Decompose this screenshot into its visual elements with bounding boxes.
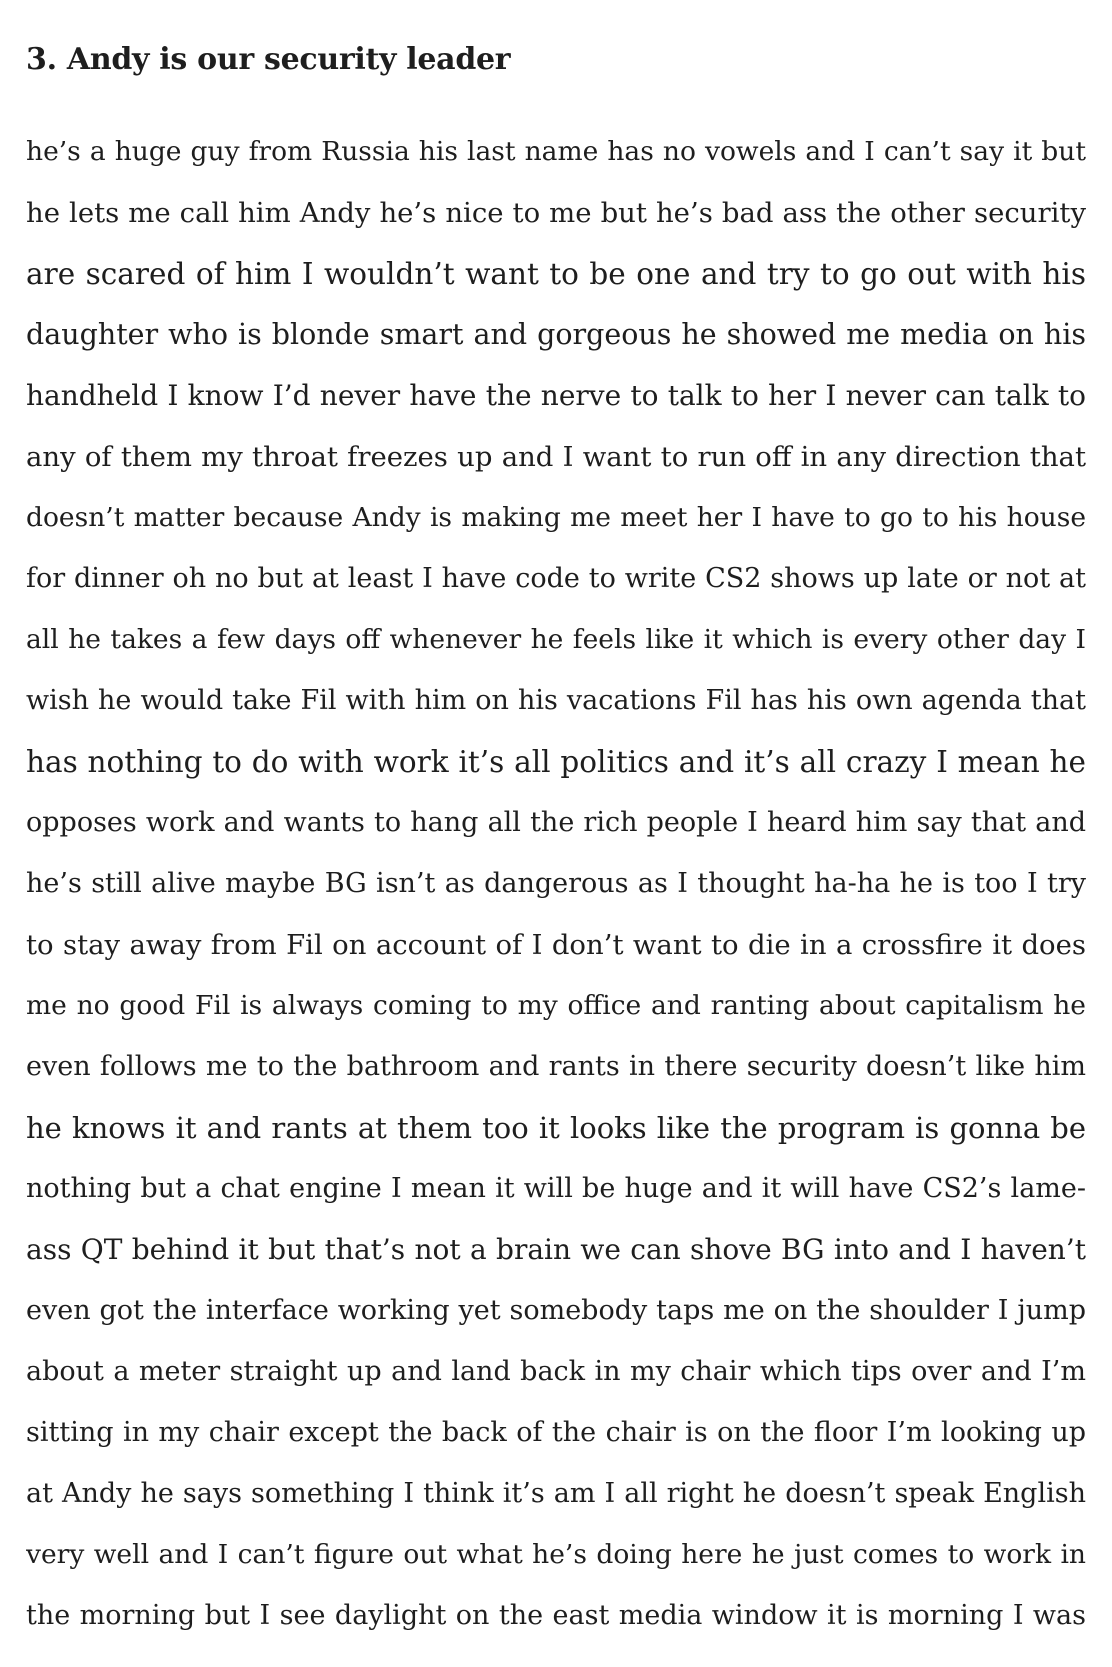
text-line: for dinner oh no but at least I have code to write CS2 shows up late or not at	[26, 563, 1086, 594]
text-line: wish he would take Fil with him on his vacations Fil has his own agenda that	[26, 685, 1086, 716]
text-line: even got the interface working yet somebody taps me on the shoulder I jump	[26, 1295, 1086, 1326]
text-line: at Andy he says something I think it’s am I all right he doesn’t speak English	[26, 1478, 1086, 1509]
text-line: the morning but I see daylight on the east media window it is morning I was	[26, 1600, 1086, 1631]
text-line: he lets me call him Andy he’s nice to me but he’s bad ass the other security	[26, 197, 1086, 229]
text-line: doesn’t matter because Andy is making me meet her I have to go to his house	[26, 502, 1086, 533]
text-line: even follows me to the bathroom and rants in there security doesn’t like him	[26, 1051, 1086, 1082]
text-line: me no good Fil is always coming to my office and ranting about capitalism he	[26, 990, 1086, 1021]
text-line: handheld I know I’d never have the nerve to talk to her I never can talk to	[26, 379, 1086, 412]
text-line: are scared of him I wouldn’t want to be one and try to go out with his	[26, 257, 1086, 291]
text-line: about a meter straight up and land back in my chair which tips over and I’m	[26, 1356, 1086, 1387]
text-line: he’s a huge guy from Russia his last name has no vowels and I can’t say it but	[26, 136, 1086, 167]
text-line: any of them my throat freezes up and I want to run off in any direction that	[26, 441, 1086, 473]
chapter-heading: 3. Andy is our security leader	[26, 42, 511, 77]
text-line: he knows it and rants at them too it looks like the program is gonna be	[26, 1111, 1086, 1145]
text-line: sitting in my chair except the back of the chair is on the floor I’m looking up	[26, 1417, 1086, 1448]
body-paragraph	[26, 130, 1086, 1655]
text-line: has nothing to do with work it’s all politics and it’s all crazy I mean he	[26, 745, 1086, 779]
text-line: nothing but a chat engine I mean it will be huge and it will have CS2’s lame-	[26, 1173, 1086, 1204]
text-line: ass QT behind it but that’s not a brain we can shove BG into and I haven’t	[26, 1233, 1086, 1266]
text-line: to stay away from Fil on account of I don’t want to die in a crossfire it does	[26, 929, 1086, 961]
text-line: very well and I can’t figure out what he’s doing here he just comes to work in	[26, 1539, 1086, 1570]
text-line: opposes work and wants to hang all the rich people I heard him say that and	[26, 807, 1086, 838]
text-line: daughter who is blonde smart and gorgeous he showed me media on his	[26, 318, 1086, 351]
text-line: all he takes a few days off whenever he feels like it which is every other day I	[26, 624, 1086, 655]
text-line: he’s still alive maybe BG isn’t as dangerous as I thought ha-ha he is too I try	[26, 868, 1086, 899]
